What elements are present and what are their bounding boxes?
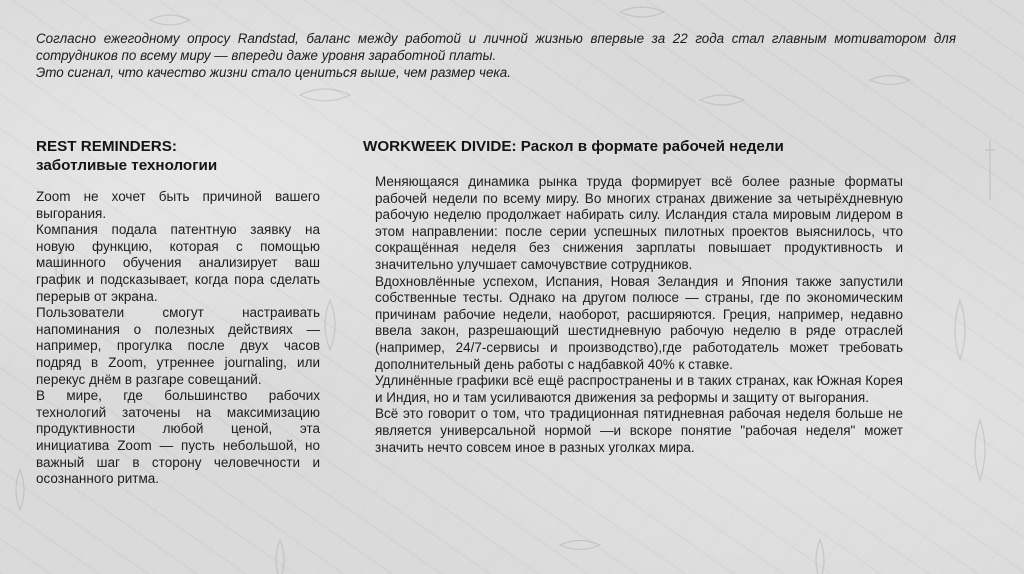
workweek-divide-paragraph-3: Удлинённые графики всё ещё распространены и в таких странах, как Южная Корея и Индия, но и там усиливаются движения за реформы и защиту от выгорания.: [375, 373, 903, 405]
rest-reminders-paragraph-2: Компания подала патентную заявку на новую функцию, которая с помощью машинного обучения анализирует ваш график и подсказывает, когда пора сделать перерыв от экрана.: [36, 222, 320, 304]
intro-paragraph-2: Это сигнал, что качество жизни стало цениться выше, чем размер чека.: [36, 65, 511, 80]
rest-reminders-paragraph-4: В мире, где большинство рабочих технологий заточены на максимизацию продуктивности любой ценой, эта инициатива Zoom — пусть небольшой, но важный шаг в сторону человечности и осознанного ритма.: [36, 388, 320, 487]
rest-reminders-title-line-1: REST REMINDERS:: [36, 138, 177, 155]
workweek-divide-paragraph-2: Вдохновлённые успехом, Испания, Новая Зеландия и Япония также запустили собственные тесты. Однако на другом полюсе — страны, где по экономическим причинам рабочие недели, наоборот, расширяются. Греция, например, недавно ввела закон, разрешающий шестидневную рабочую неделю в ряде отраслей (например, 24/7-сервисы и производство),где работодатель может требовать дополнительный день работы с надбавкой 40% к ставке.: [375, 273, 903, 372]
rest-reminders-section: [36, 137, 320, 488]
workweek-divide-body: [363, 174, 903, 456]
intro-text: [36, 30, 956, 81]
workweek-divide-paragraph-1: Меняющаяся динамика рынка труда формирует всё более разные форматы рабочей недели по всему миру. Во многих странах движение за четырёхдневную рабочую неделю продолжает набирать силу. Исландия стала мировым лидером в этом направлении: после серии успешных пилотных проектов выяснилось, что сокращённая неделя без снижения зарплаты повышает продуктивность и значительно улучшает самочувствие сотрудников.: [375, 174, 903, 272]
workweek-divide-heading: WORKWEEK DIVIDE: Раскол в формате рабочей недели: [363, 138, 784, 155]
workweek-divide-paragraph-4: Всё это говорит о том, что традиционная пятидневная рабочая неделя больше не является универсальной нормой —и вскоре понятие "рабочая неделя" может значить нечто совсем иное в разных уголках мира.: [375, 406, 903, 455]
rest-reminders-paragraph-1: Zoom не хочет быть причиной вашего выгорания.: [36, 189, 320, 221]
workweek-divide-section: [363, 137, 903, 456]
rest-reminders-paragraph-3: Пользователи смогут настраивать напоминания о полезных действиях — например, прогулка после двух часов подряд в Zoom, утреннее journaling, или перекус днём в разгаре совещаний.: [36, 305, 320, 387]
intro-paragraph-1: Согласно ежегодному опросу Randstad, баланс между работой и личной жизнью впервые за 22 года стал главным мотиватором для сотрудников по всему миру — впереди даже уровня заработной платы.: [36, 31, 956, 63]
rest-reminders-heading: [36, 137, 320, 175]
rest-reminders-body: [36, 189, 320, 488]
rest-reminders-title-line-2: заботливые технологии: [36, 157, 218, 174]
